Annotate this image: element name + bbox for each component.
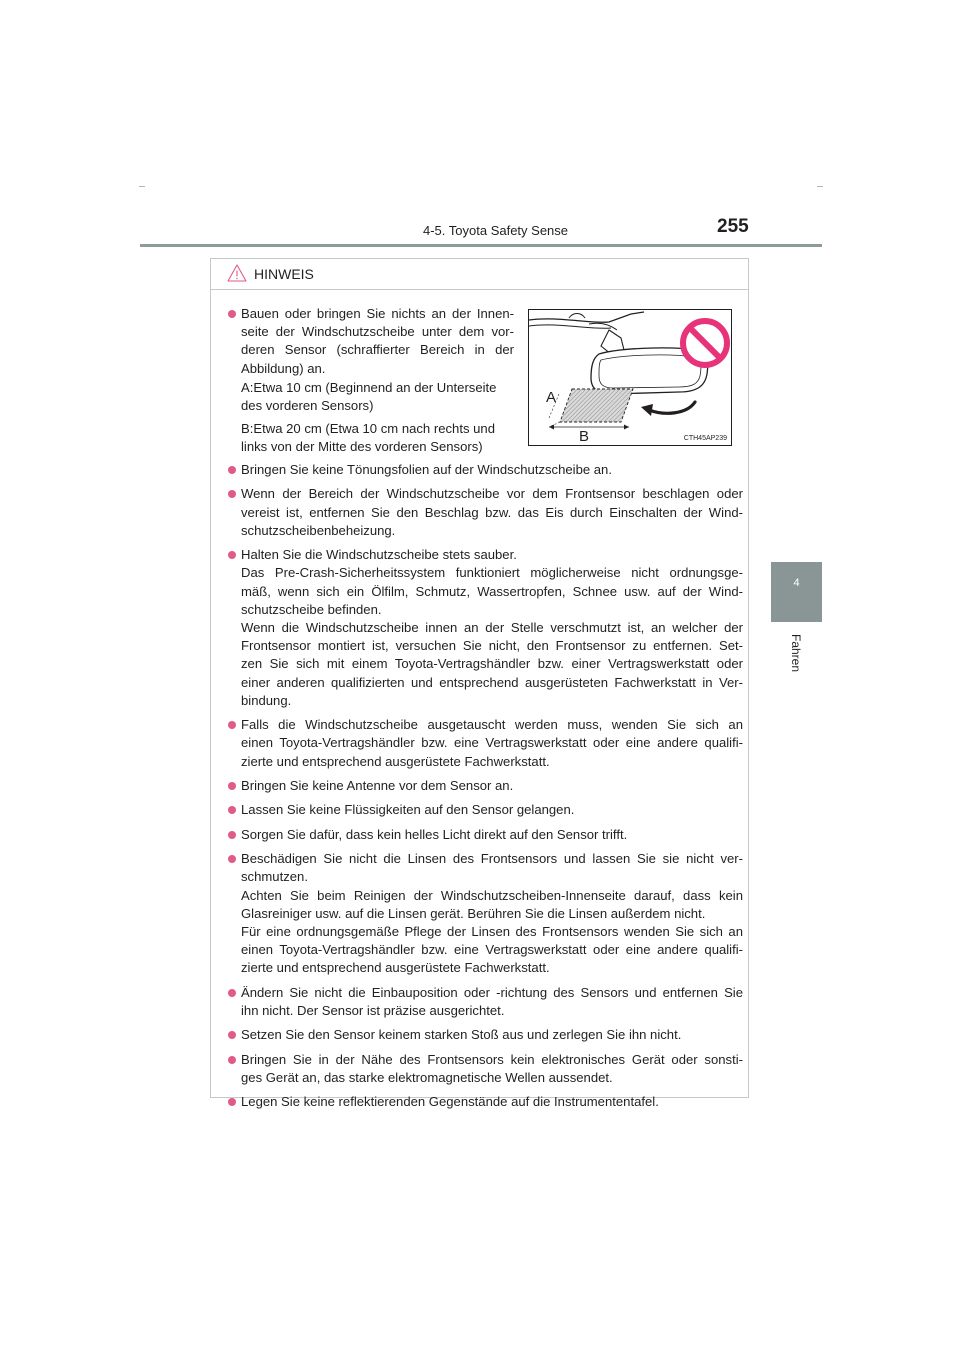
crop-mark-right (817, 186, 823, 187)
notice-item-13 (241, 1093, 743, 1111)
notice-item-line: zierte und entsprechend ausgerüstete Fachwerkstatt. (241, 753, 550, 769)
notice-header (211, 259, 748, 290)
bullet-icon (228, 310, 236, 318)
notice-item-line: einen Toyota-Vertragshändler bzw. eine Vertragswerkstatt oder eine andere qualifi- (241, 735, 743, 751)
notice-item-line: schutzscheibe befinden. (241, 601, 382, 617)
notice-item-line: Ändern Sie nicht die Einbauposition oder -richtung des Sensors und entfernen Sie (241, 984, 743, 1000)
notice-item-line: Lassen Sie keine Flüssigkeiten auf den Sensor gelangen. (241, 802, 575, 818)
notice-item-line: Frontsensor montiert ist, versuchen Sie nicht, den Frontsensor zu entfernen. Set- (241, 638, 743, 654)
warning-icon (227, 264, 247, 282)
notice-item-line: Halten Sie die Windschutzscheibe stets sauber. (241, 547, 517, 563)
notice-item-1-text: Bauen oder bringen Sie nichts an der Innen- seite der Windschutzscheibe unter dem vor- deren Sensor (schraffierter Bereich in der Abbildung) an. (241, 306, 514, 376)
bullet-icon (228, 989, 236, 997)
sensor-illustration (529, 310, 732, 446)
notice-item-10 (241, 984, 743, 1020)
notice-item-11 (241, 1026, 743, 1044)
chapter-label: Fahren (789, 633, 803, 673)
notice-item-line: ges Gerät an, das starke elektromagnetische Wellen aussendet. (241, 1070, 613, 1085)
notice-item-line: mäß, wenn sich ein Ölfilm, Schmutz, Wassertropfen, Schnee usw. auf der Wind- (241, 583, 743, 599)
figure-label-b: B (579, 428, 590, 445)
bullet-icon (228, 1056, 236, 1064)
figure-caption: CTH45AP239 (683, 435, 727, 442)
bullet-icon (228, 466, 236, 474)
notice-item-line: Bringen Sie in der Nähe des Frontsensors kein elektronisches Gerät oder sonsti- (241, 1051, 743, 1067)
header-divider (140, 244, 822, 247)
notice-item-line: ihn nicht. Der Sensor ist präzise ausgerichtet. (241, 1003, 505, 1018)
chapter-label-container (781, 632, 811, 674)
crop-mark-left (139, 186, 145, 187)
notice-item-line: bindung. (241, 692, 292, 708)
notice-item-8 (241, 826, 743, 844)
notice-item-4 (241, 546, 743, 710)
notice-item-line: schmutzen. (241, 869, 308, 885)
notice-item-line: Für eine ordnungsgemäße Pflege der Linsen des Frontsensors wenden Sie sich an (241, 924, 743, 939)
notice-item-2 (241, 461, 743, 479)
notice-item-line: Glasreiniger usw. auf die Linsen gerät. Berühren Sie die Linsen außerdem nicht. (241, 905, 706, 921)
notice-item-line: Legen Sie keine reflektierenden Gegenstände auf die Instrumententafel. (241, 1094, 659, 1110)
notice-item-9 (241, 850, 743, 977)
notice-item-line: Setzen Sie den Sensor keinem starken Stoß aus und zerlegen Sie ihn nicht. (241, 1027, 682, 1043)
notice-item-line: vereist ist, entfernen Sie den Beschlag bzw. das Eis durch Einschalten der Wind- (241, 504, 743, 520)
section-title: 4-5. Toyota Safety Sense (423, 223, 569, 238)
figure-label-a: A (546, 389, 557, 406)
bullet-icon (228, 1098, 236, 1106)
bullet-icon (228, 782, 236, 790)
notice-item-line: Achten Sie beim Reinigen der Windschutzscheiben-Innenseite darauf, dass kein (241, 887, 743, 903)
measurement-b: B:Etwa 20 cm (Etwa 10 cm nach rechts und links von der Mitte des vorderen Sensors) (241, 421, 495, 455)
notice-item-line: Beschädigen Sie nicht die Linsen des Frontsensors und lassen Sie sie nicht ver- (241, 851, 743, 867)
notice-item-line: einen Toyota-Vertragshändler bzw. eine Vertragswerkstatt oder eine andere qualifi- (241, 942, 743, 958)
notice-item-line: Wenn die Windschutzscheibe innen an der Stelle verschmutzt ist, an welcher der (241, 620, 743, 635)
notice-item-1 (241, 305, 514, 378)
notice-item-line: Wenn der Bereich der Windschutzscheibe vor dem Frontsensor beschlagen oder (241, 486, 743, 502)
notice-item-line: zen Sie sich mit einem Toyota-Vertragshändler bzw. einer Vertragswerkstatt oder (241, 656, 743, 672)
notice-item-line: schutzscheibenbeheizung. (241, 522, 396, 538)
notice-item-line: Bringen Sie keine Tönungsfolien auf der Windschutzscheibe an. (241, 462, 612, 477)
notice-item-line: zierte und entsprechend ausgerüstete Fachwerkstatt. (241, 960, 550, 976)
bullet-icon (228, 831, 236, 839)
chapter-number: 4 (793, 577, 800, 589)
notice-item-12 (241, 1051, 743, 1087)
notice-item-5 (241, 716, 743, 771)
notice-title: HINWEIS (254, 266, 314, 282)
sensor-area-figure (528, 309, 732, 446)
chapter-tab (771, 562, 822, 622)
notice-item-line: Sorgen Sie dafür, dass kein helles Licht direkt auf den Sensor trifft. (241, 826, 628, 842)
notice-item-3 (241, 485, 743, 540)
notice-item-line: Falls die Windschutzscheibe ausgetauscht werden muss, wenden Sie sich an (241, 717, 743, 733)
notice-item-line: Bringen Sie keine Antenne vor dem Sensor an. (241, 778, 514, 793)
notice-item-line: einer anderen qualifizierten und entsprechend ausgerüsteten Fachwerkstatt in Ver- (241, 674, 743, 690)
page-number: 255 (717, 216, 749, 237)
notice-item-line: Das Pre-Crash-Sicherheitssystem funktioniert möglicherweise nicht ordnungsge- (241, 565, 743, 581)
notice-item-6 (241, 777, 743, 795)
notice-item-7 (241, 801, 743, 819)
measurement-a: A:Etwa 10 cm (Beginnend an der Unterseite des vorderen Sensors) (241, 380, 497, 414)
